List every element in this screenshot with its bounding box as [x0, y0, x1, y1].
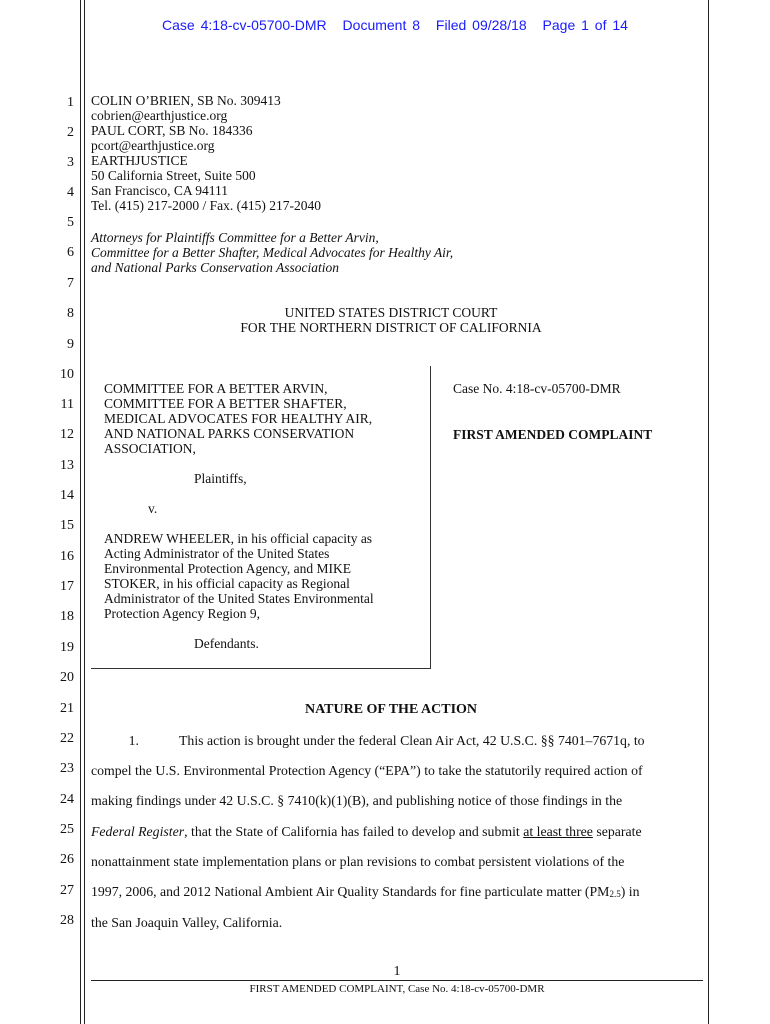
court-name: UNITED STATES DISTRICT COURT — [284, 305, 498, 320]
attorney-email-link[interactable]: cobrien@earthjustice.org — [91, 108, 228, 123]
paragraph-line — [91, 824, 642, 840]
court-filing-header — [90, 17, 700, 33]
line-number: 11 — [60, 397, 74, 412]
line-number: 25 — [60, 822, 74, 837]
attorneys-for-line: and National Parks Conservation Association — [91, 260, 340, 275]
line-number: 19 — [60, 640, 74, 655]
paragraph-text: ) in — [620, 884, 640, 899]
line-number: 13 — [60, 458, 74, 473]
left-margin-rule-inner — [84, 0, 85, 1024]
line-number: 16 — [60, 549, 74, 564]
document-title: FIRST AMENDED COMPLAINT — [453, 427, 653, 442]
section-heading: NATURE OF THE ACTION — [304, 702, 478, 717]
paragraph-line — [91, 884, 639, 901]
attorney-line: 50 California Street, Suite 500 — [91, 168, 256, 183]
line-number: 23 — [60, 761, 74, 776]
attorney-email-link[interactable]: pcort@earthjustice.org — [91, 138, 215, 153]
line-number: 3 — [67, 155, 74, 170]
line-number: 28 — [60, 913, 74, 928]
line-number: 20 — [60, 670, 74, 685]
attorney-line: San Francisco, CA 94111 — [91, 183, 228, 198]
court-district: FOR THE NORTHERN DISTRICT OF CALIFORNIA — [240, 320, 542, 335]
plaintiff-name-line: COMMITTEE FOR A BETTER ARVIN, — [104, 381, 328, 396]
plaintiff-name-line: MEDICAL ADVOCATES FOR HEALTHY AIR, — [104, 411, 373, 426]
footer-rule — [91, 980, 703, 981]
line-number: 9 — [67, 337, 74, 352]
paragraph-line: the San Joaquin Valley, California. — [91, 915, 283, 930]
attorney-line: COLIN O’BRIEN, SB No. 309413 — [91, 93, 281, 108]
attorney-line: Tel. (415) 217-2000 / Fax. (415) 217-2040 — [91, 198, 322, 213]
paragraph-line: nonattainment state implementation plans or plan revisions to combat persistent violations of the — [91, 854, 625, 869]
defendant-name-line: Acting Administrator of the United States — [104, 546, 330, 561]
header-document-number: Document 8 — [342, 17, 421, 33]
subscript-text: 2.5 — [609, 889, 621, 899]
header-filed-date: Filed 09/28/18 — [435, 17, 527, 33]
line-number: 5 — [67, 215, 74, 230]
attorneys-for-line: Committee for a Better Shafter, Medical Advocates for Healthy Air, — [91, 245, 454, 260]
attorney-line: PAUL CORT, SB No. 184336 — [91, 123, 253, 138]
plaintiffs-label: Plaintiffs, — [194, 471, 247, 486]
defendants-label: Defendants. — [194, 636, 259, 651]
defendant-name-line: Administrator of the United States Environmental — [104, 591, 374, 606]
federal-register-italic: Federal Register — [91, 824, 185, 839]
line-number: 17 — [60, 579, 74, 594]
paragraph-line — [91, 733, 645, 749]
line-number: 8 — [67, 306, 74, 321]
defendant-name-line: Environmental Protection Agency, and MIKE — [104, 561, 351, 576]
line-number: 10 — [60, 367, 74, 382]
caption-parties — [104, 381, 374, 651]
underlined-text: at least three — [523, 824, 593, 839]
plaintiff-name-line: ASSOCIATION, — [104, 441, 196, 456]
page-number: 1 — [393, 964, 401, 979]
paragraph-text: , that the State of California has failed to develop and submit — [184, 824, 524, 839]
line-number: 21 — [60, 701, 74, 716]
header-page-count: Page 1 of 14 — [542, 17, 628, 33]
line-number: 15 — [60, 518, 74, 533]
case-number: Case No. 4:18-cv-05700-DMR — [453, 381, 621, 396]
paragraph-text: 1997, 2006, and 2012 National Ambient Air Quality Standards for fine particulate matter (PM — [91, 884, 610, 899]
right-margin-rule — [708, 0, 709, 1024]
line-number: 7 — [67, 276, 74, 291]
defendant-name-line: ANDREW WHEELER, in his official capacity as — [104, 531, 373, 546]
caption-divider-vertical — [430, 366, 431, 668]
line-number: 27 — [60, 883, 74, 898]
line-number: 24 — [60, 792, 74, 807]
attorneys-for-line: Attorneys for Plaintiffs Committee for a Better Arvin, — [91, 230, 379, 245]
header-case-number: Case 4:18-cv-05700-DMR — [162, 17, 327, 33]
line-number: 26 — [60, 852, 74, 867]
line-number: 22 — [60, 731, 74, 746]
court-title — [91, 305, 691, 335]
caption-divider-horizontal — [91, 668, 431, 669]
paragraph-number: 1. — [128, 733, 139, 748]
left-margin-rule-outer — [80, 0, 81, 1024]
line-number: 4 — [67, 185, 74, 200]
versus-label: v. — [148, 501, 158, 516]
line-number: 2 — [67, 125, 74, 140]
line-number: 6 — [67, 245, 74, 260]
line-number: 1 — [67, 95, 74, 110]
page-footer: FIRST AMENDED COMPLAINT, Case No. 4:18-cv-05700-DMR — [249, 983, 545, 995]
attorneys-for-block — [91, 230, 453, 275]
attorney-block — [91, 93, 321, 213]
paragraph-text: separate — [592, 824, 642, 839]
plaintiff-name-line: AND NATIONAL PARKS CONSERVATION — [104, 426, 355, 441]
line-number: 12 — [60, 427, 74, 442]
paragraph-line: compel the U.S. Environmental Protection Agency (“EPA”) to take the statutorily required action of — [91, 763, 643, 778]
line-number: 18 — [60, 609, 74, 624]
defendant-name-line: Protection Agency Region 9, — [104, 606, 260, 621]
attorney-line: EARTHJUSTICE — [91, 153, 188, 168]
line-number: 14 — [60, 488, 74, 503]
paragraph-text: This action is brought under the federal Clean Air Act, 42 U.S.C. §§ 7401–7671q, to — [179, 733, 645, 748]
defendant-name-line: STOKER, in his official capacity as Regional — [104, 576, 350, 591]
paragraph-line: making findings under 42 U.S.C. § 7410(k)(1)(B), and publishing notice of those findings in the — [91, 793, 623, 808]
plaintiff-name-line: COMMITTEE FOR A BETTER SHAFTER, — [104, 396, 347, 411]
